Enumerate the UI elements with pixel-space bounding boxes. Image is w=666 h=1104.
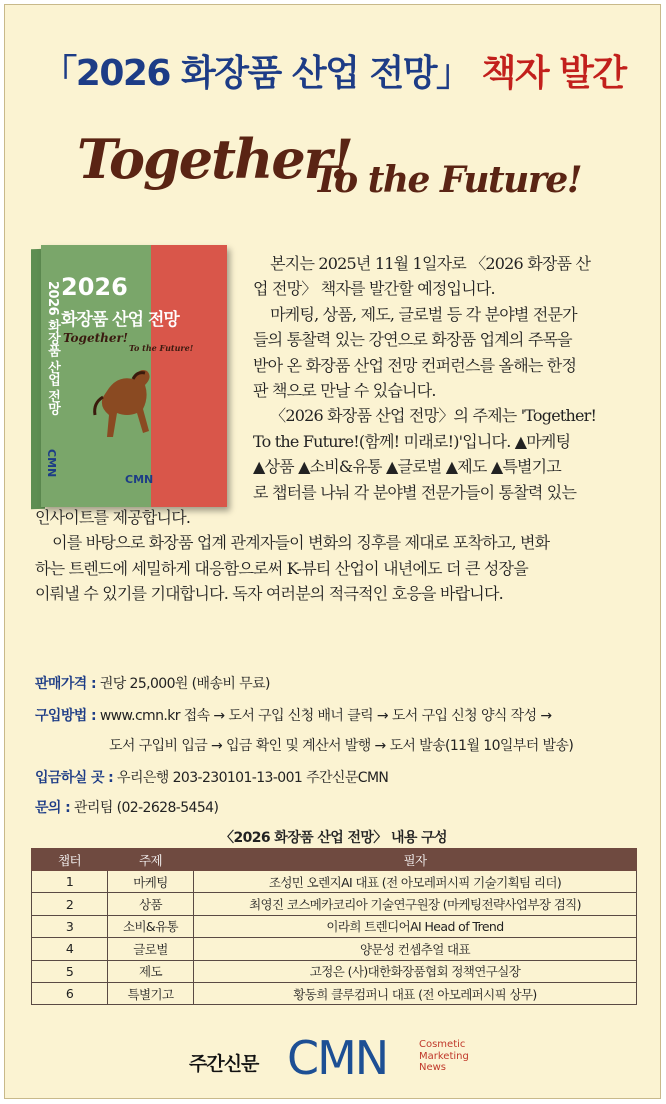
slogan-main: Together! — [77, 127, 352, 191]
book-cover-image — [31, 241, 231, 513]
title-main: 「2026 화장품 산업 전망」 — [41, 53, 471, 94]
book-slogan-main: Together! — [63, 331, 129, 345]
header-chapter: 챕터 — [32, 849, 108, 871]
contact-info: 문의 : 관리팀 (02-2628-5454) — [35, 800, 219, 816]
cmn-logo-subtitle: Cosmetic Marketing News — [419, 1039, 469, 1073]
table-row: 1 마케팅 조성민 오렌지AI 대표 (전 아모레퍼시픽 기술기획팀 리더) — [32, 871, 637, 893]
intro-paragraph: 본지는 2025년 11월 1일자로 〈2026 화장품 산 업 전망〉 책자를 발간할 예정입니다. 마케팅, 상품, 제도, 글로벌 등 각 분야별 전문가 들의 통찰력 있는 강연으로 화장품 업계의 주목을 받아 온 화장품 산업 전망 컨퍼런스를 올해는 한정 판 책으로 만날 수 있습니다. 〈2026 화장품 산업 전망〉의 주제는 'Together! To the Future!(함께! 미래로!)'입니다. ▲마케팅 ▲상품 ▲소비&유통 ▲글로벌 ▲제도 ▲특별기고 로 챕터를 나눠 각 분야별 전문가들이 통찰력 있는 — [253, 254, 597, 502]
contents-table — [31, 848, 637, 1005]
book-year: 2026 — [61, 273, 128, 301]
page-title — [5, 45, 662, 96]
closing-paragraph: 인사이트를 제공합니다. 이를 바탕으로 화장품 업계 관계자들이 변화의 징후를 제대로 포착하고, 변화 하는 트렌드에 세밀하게 대응함으로써 K-뷰티 산업이 내년에도 더 큰 성장을 이뤄낼 수 있기를 기대합니다. 독자 여러분의 적극적인 호응을 바랍니다. — [35, 508, 550, 604]
purchase-info-continued: 도서 구입비 입금 → 입금 확인 및 계산서 발행 → 도서 발송(11월 10일부터 발송) — [109, 738, 574, 754]
newspaper-label: 주간신문 — [189, 1053, 259, 1075]
table-row: 4 글로벌 양문성 컨셉추얼 대표 — [32, 938, 637, 960]
book-spine-title: 2026 화장품 산업 전망 — [45, 281, 60, 415]
book-cover-logo: CMN — [125, 473, 154, 486]
table-header-row — [32, 849, 637, 871]
table-row: 6 특별기고 황동희 클루컴퍼니 대표 (전 아모레퍼시픽 상무) — [32, 982, 637, 1004]
price-info: 판매가격 : 권당 25,000원 (배송비 무료) — [35, 676, 270, 692]
title-sub: 책자 발간 — [481, 53, 626, 94]
book-spine-logo: CMN — [45, 449, 58, 478]
table-row: 5 제도 고정은 (사)대한화장품협회 정책연구실장 — [32, 960, 637, 982]
book-slogan-sub: To the Future! — [129, 343, 194, 353]
table-row: 2 상품 최영진 코스메카코리아 기술연구원장 (마케팅전략사업부장 겸직) — [32, 893, 637, 915]
purchase-info: 구입방법 : www.cmn.kr 접속 → 도서 구입 신청 배너 클릭 → 도서 구입 신청 양식 작성 → — [35, 708, 552, 724]
header-author: 필자 — [194, 849, 637, 871]
account-info: 입금하실 곳 : 우리은행 203-230101-13-001 주간신문CMN — [35, 770, 389, 786]
slogan-sub: To the Future! — [313, 159, 582, 201]
cmn-logo: CMN — [287, 1031, 388, 1085]
horse-illustration — [87, 357, 167, 457]
announcement-page — [4, 4, 661, 1099]
header-topic: 주제 — [108, 849, 194, 871]
table-title: 〈2026 화장품 산업 전망〉 내용 구성 — [220, 830, 447, 846]
table-row: 3 소비&유통 이라희 트렌디어AI Head of Trend — [32, 915, 637, 937]
slogan — [77, 117, 637, 207]
book-title: 화장품 산업 전망 — [61, 310, 179, 330]
